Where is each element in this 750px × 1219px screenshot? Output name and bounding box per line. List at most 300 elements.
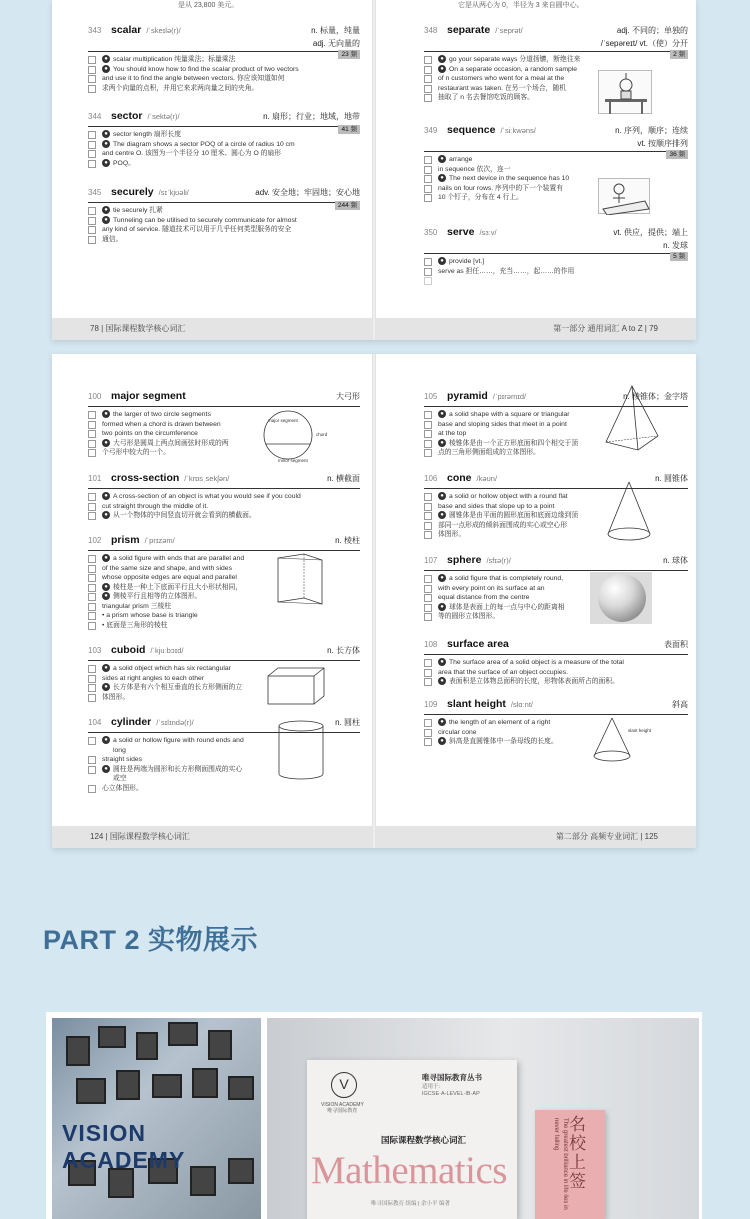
entry-rule — [424, 253, 688, 260]
entry-phonetic: /ˈkrɒsˌsekʃən/ — [184, 474, 230, 483]
entry-line — [424, 603, 594, 613]
entry-phonetic: /sɜːv/ — [479, 228, 497, 237]
entry-marker-icon: ● — [438, 511, 446, 519]
checkbox[interactable] — [424, 738, 432, 746]
checkbox[interactable] — [88, 737, 96, 745]
entry-line-text: equal distance from the centre — [438, 594, 530, 601]
entry-phonetic: /ˈsɪlɪndə(r)/ — [156, 718, 194, 727]
entry-definition: 表面积 — [664, 640, 688, 649]
entry-line — [424, 65, 594, 75]
entry-line-text: tie securely 扎紧 — [113, 207, 163, 214]
checkbox[interactable] — [88, 766, 96, 774]
checkbox[interactable] — [88, 694, 96, 702]
entry-definition: n. 长方体 — [327, 646, 360, 655]
entry-line — [88, 149, 360, 159]
entry-line-text: 等的圆形立体图形。 — [438, 613, 500, 620]
checkbox[interactable] — [88, 665, 96, 673]
checkbox[interactable] — [424, 66, 432, 74]
entry-line — [88, 235, 360, 245]
entry-number: 108 — [424, 640, 438, 649]
entry-definition: vt. 供应，提供；端上 — [613, 228, 688, 237]
top-cut-text-right: 它是从两心为 0，半径为 3 来自圆中心。 — [458, 2, 584, 9]
entry-line-text: whose opposite edges are equal and parallel — [102, 574, 237, 581]
entry-line-text: 球体是表面上的每一点与中心的距离相 — [449, 603, 565, 611]
entry-line — [424, 658, 688, 668]
entry-line — [88, 611, 248, 621]
entry-marker-icon: ● — [102, 140, 110, 148]
entry-line — [424, 728, 594, 738]
checkbox[interactable] — [88, 75, 96, 83]
academy-wall-text: VISION ACADEMY — [62, 1120, 186, 1173]
checkbox[interactable] — [88, 493, 96, 501]
entry-definition: n. 棱锥体；金字塔 — [623, 392, 688, 401]
entry-line — [88, 74, 360, 84]
entry-phonetic: /ˈsiːkwəns/ — [500, 126, 536, 135]
entry-line — [88, 225, 360, 235]
entry-rule — [88, 732, 360, 733]
entry-line-text: 斜高是直圆锥体中一条母线的长度。 — [449, 738, 558, 745]
entry-marker-icon: ● — [438, 410, 446, 418]
checkbox[interactable] — [88, 565, 96, 573]
entry-line-text: at the top — [438, 430, 467, 437]
entry-marker-icon: ● — [102, 410, 110, 418]
checkbox[interactable] — [424, 594, 432, 602]
entry-line — [88, 492, 360, 502]
checkbox[interactable] — [88, 217, 96, 225]
entry-rule — [88, 51, 360, 58]
entry-rule — [88, 550, 360, 551]
entry-marker-icon: ● — [102, 511, 110, 519]
entry-scalar — [88, 24, 360, 93]
entry-line-text: Tunneling can be utilised to securely communicate for almost — [113, 216, 297, 224]
entry-marker-icon: ● — [438, 174, 446, 182]
entry-head — [88, 534, 360, 548]
entry-marker-icon: ● — [102, 55, 110, 63]
footer-left-2: 124 | 国际课程数学核心词汇 — [52, 826, 372, 848]
entry-phonetic: /sfɪə(r)/ — [486, 556, 511, 565]
entry-line-text: 侧棱平行且相等的立体图形。 — [113, 593, 202, 600]
entry-line-text: base and sloping sides that meet in a point — [438, 420, 567, 428]
entry-number: 343 — [88, 26, 102, 35]
checkbox[interactable] — [424, 575, 432, 583]
entry-cross-section — [88, 472, 360, 521]
entry-line — [424, 276, 594, 285]
entry-cone — [424, 472, 688, 540]
checkbox[interactable] — [424, 430, 432, 438]
checkbox[interactable] — [88, 421, 96, 429]
checkbox[interactable] — [88, 430, 96, 438]
checkbox[interactable] — [88, 85, 96, 93]
entry-line — [424, 165, 594, 175]
checkbox[interactable] — [88, 56, 96, 64]
entry-line — [88, 583, 248, 593]
entry-word: scalar — [111, 24, 142, 36]
entry-serve — [424, 226, 688, 285]
entry-marker-icon: ● — [102, 683, 110, 691]
entry-line — [424, 420, 594, 430]
entry-line-text: a solid or hollow figure with round ends and long — [113, 737, 244, 754]
entry-line — [424, 511, 594, 521]
entry-line — [424, 84, 594, 94]
page-79 — [376, 0, 696, 340]
second-book-quote: The greatest brilliance in life lies in never falling — [553, 1118, 568, 1210]
entry-marker-icon: ● — [102, 216, 110, 224]
entry-word: surface area — [447, 638, 509, 650]
checkbox[interactable] — [88, 603, 96, 611]
checkbox[interactable] — [424, 604, 432, 612]
entry-line — [424, 593, 594, 603]
entry-rule — [424, 654, 688, 655]
entry-marker-icon: ● — [438, 718, 446, 726]
checkbox[interactable] — [88, 150, 96, 158]
entry-line-text: cut straight through the middle of it. — [102, 502, 209, 510]
book-brand: VISION ACADEMY 唯寻国际教育 — [321, 1102, 364, 1114]
entry-line-text: a solid figure that is completely round, — [449, 575, 564, 582]
entry-surface-area — [424, 638, 688, 687]
entry-marker-icon: ● — [438, 658, 446, 666]
entry-head — [424, 124, 688, 138]
entry-line-text: 部同一点形成的倾斜面围成的实心或空心形 — [438, 521, 568, 529]
entry-line-text: 体图形。 — [438, 531, 466, 538]
entry-sequence — [424, 124, 688, 203]
entry-rule — [424, 570, 688, 571]
entry-head — [424, 698, 688, 712]
entry-line — [424, 193, 594, 203]
entry-number: 348 — [424, 26, 438, 35]
checkbox[interactable] — [424, 268, 432, 276]
entry-major-segment — [88, 390, 360, 458]
entry-line-text: arrange — [449, 156, 473, 163]
major-segment-label: major segment — [268, 418, 298, 423]
entry-marker-icon: ● — [102, 206, 110, 214]
entry-phonetic: /ˈseprət/ — [495, 26, 523, 35]
checkbox[interactable] — [424, 258, 432, 266]
entry-head — [88, 186, 360, 200]
entry-word: cylinder — [111, 716, 152, 728]
checkbox[interactable] — [88, 785, 96, 793]
entry-securely — [88, 186, 360, 244]
entry-word: separate — [447, 24, 491, 36]
entry-line-text: triangular prism 三棱柱 — [102, 602, 172, 610]
entry-line-text: a solid or hollow object with a round flat — [449, 493, 568, 500]
entry-number: 107 — [424, 556, 438, 565]
entry-number: 101 — [88, 474, 102, 483]
entry-head — [424, 226, 688, 240]
entry-definition: n. 棱柱 — [335, 536, 360, 545]
entry-definition: n. 球体 — [663, 556, 688, 565]
checkbox[interactable] — [88, 512, 96, 520]
entry-marker-icon: ● — [102, 765, 110, 773]
checkbox[interactable] — [88, 66, 96, 74]
entry-line — [88, 410, 248, 420]
entry-marker-icon: ● — [102, 130, 110, 138]
entry-phonetic: /ˈskeɪlə(r)/ — [146, 26, 181, 35]
entry-line — [424, 677, 688, 687]
checkbox[interactable] — [88, 131, 96, 139]
entry-head — [424, 390, 688, 404]
checkbox[interactable] — [424, 659, 432, 667]
entry-prism — [88, 534, 360, 630]
checkbox[interactable] — [88, 675, 96, 683]
entry-definition: n. 圆锥体 — [655, 474, 688, 483]
entry-line-text: the length of an element of a right — [449, 719, 551, 726]
entry-line — [88, 216, 360, 226]
checkbox[interactable] — [88, 622, 96, 630]
entry-definition: n. 序列，顺序；连续 — [615, 126, 688, 135]
photo-frame — [66, 1036, 90, 1066]
entry-line-text: and use it to find the angle between vectors. 你应该知道如何 — [102, 75, 285, 82]
entry-marker-icon: ● — [102, 439, 110, 447]
checkbox[interactable] — [424, 503, 432, 511]
second-book — [535, 1110, 605, 1219]
entry-line-text: sector length 扇形长度 — [113, 131, 181, 138]
entry-line — [88, 439, 248, 449]
entry-cuboid — [88, 644, 360, 702]
entry-number: 106 — [424, 474, 438, 483]
entry-marker-icon: ● — [102, 554, 110, 562]
entry-separate — [424, 24, 688, 103]
entry-definition: adv. 安全地；牢固地；安心地 — [255, 188, 360, 197]
entry-marker-icon: ● — [102, 664, 110, 672]
entry-word: sector — [111, 110, 143, 122]
chord-label: chord — [316, 432, 328, 437]
entry-line-text: two points on the circumference — [102, 430, 198, 437]
checkbox[interactable] — [88, 593, 96, 601]
entry-line-text: of the same size and shape, and with sides — [102, 564, 232, 572]
checkbox[interactable] — [424, 522, 432, 530]
entry-definition: adj. 不同的；单独的 — [616, 26, 688, 35]
frequency-badge: 36 频 — [666, 150, 688, 159]
entry-line-text: circular cone — [438, 728, 477, 736]
checkbox[interactable] — [88, 449, 96, 457]
entry-word: pyramid — [447, 390, 488, 402]
entry-head — [424, 472, 688, 486]
entry-marker-icon: ● — [102, 583, 110, 591]
entry-line-text: serve as 担任……，充当……，起……的作用 — [438, 267, 575, 275]
entry-number: 350 — [424, 228, 438, 237]
book-title: 国际课程数学核心词汇 — [381, 1135, 467, 1145]
entry-line — [88, 664, 248, 674]
entry-sphere — [424, 554, 688, 622]
checkbox[interactable] — [424, 277, 432, 285]
book-subtitle: 适用于： IGCSE·A-LEVEL·IB·AP — [422, 1084, 480, 1097]
entry-line-text: 棱柱是一种上下底面平行且大小形状相同， — [113, 583, 243, 591]
entry-line — [424, 574, 594, 584]
entry-line-text: 圆锥体是由平面的圆形底面和底面边缘到顶 — [449, 512, 579, 519]
checkbox[interactable] — [424, 85, 432, 93]
entry-head — [88, 110, 360, 124]
entry-line — [88, 511, 360, 521]
checkbox[interactable] — [424, 156, 432, 164]
photo-frame — [116, 1070, 140, 1100]
book-authors: 唯寻国际教育 组编 | 余小平 编著 — [371, 1201, 451, 1207]
page-125 — [376, 354, 696, 848]
entry-line-text: scalar multiplication 纯量乘法；标量乘法 — [113, 56, 236, 63]
entry-line — [424, 267, 594, 277]
checkbox[interactable] — [88, 226, 96, 234]
entry-phonetic: /ˈkjuːbɔɪd/ — [150, 646, 184, 655]
entry-rule — [88, 406, 360, 407]
entry-line — [424, 257, 594, 267]
academy-wall-photo — [52, 1018, 261, 1219]
checkbox[interactable] — [424, 185, 432, 193]
entry-line — [424, 448, 594, 458]
entry-line — [88, 674, 248, 684]
entry-line — [88, 736, 248, 755]
entry-pyramid — [424, 390, 688, 458]
checkbox[interactable] — [88, 207, 96, 215]
photo-frame — [76, 1078, 106, 1104]
photo-frame — [192, 1068, 218, 1098]
checkbox[interactable] — [88, 555, 96, 563]
checkbox[interactable] — [424, 411, 432, 419]
entry-line — [88, 420, 248, 430]
checkbox[interactable] — [424, 719, 432, 727]
checkbox[interactable] — [424, 678, 432, 686]
entry-phonetic: /ˈprɪzəm/ — [144, 536, 175, 545]
entry-phonetic: /slɑːnt/ — [510, 700, 534, 709]
entry-line — [88, 621, 248, 631]
entry-line-text: 个弓形中较大的一个。 — [102, 449, 170, 456]
top-cut-text: 是从 23,800 美元。 — [178, 2, 239, 9]
entry-definition: 大弓形 — [336, 392, 360, 401]
entry-definition-2: n. 发球 — [663, 241, 688, 250]
checkbox[interactable] — [424, 194, 432, 202]
entry-line — [88, 140, 360, 150]
book-spread-top — [52, 0, 696, 340]
entry-line-text: of n customers who went for a meal at the — [438, 75, 565, 82]
entry-word: cuboid — [111, 644, 146, 656]
checkbox[interactable] — [424, 166, 432, 174]
entry-line-text: a solid object which has six rectangular — [113, 665, 231, 672]
entry-line — [88, 448, 248, 458]
entry-marker-icon: ● — [438, 155, 446, 163]
entry-number: 349 — [424, 126, 438, 135]
entry-line-text: On a separate occasion, a random sample — [449, 65, 578, 73]
checkbox[interactable] — [424, 75, 432, 83]
checkbox[interactable] — [88, 503, 96, 511]
entry-line — [424, 530, 594, 540]
entry-line — [88, 65, 360, 75]
checkbox[interactable] — [88, 612, 96, 620]
entry-line-text: base and sides that slope up to a point — [438, 502, 555, 510]
photo-frame — [152, 1074, 182, 1098]
checkbox[interactable] — [88, 160, 96, 168]
checkbox[interactable] — [424, 421, 432, 429]
entry-line-text: the larger of two circle segments — [113, 411, 211, 418]
book-series: 唯寻国际教育丛书 — [422, 1073, 482, 1082]
entry-rule — [88, 660, 360, 661]
entry-definition-2: adj. 无向量的 — [312, 39, 360, 48]
checkbox[interactable] — [424, 56, 432, 64]
entry-line — [88, 592, 248, 602]
entry-line — [424, 184, 594, 194]
entry-line-text: area that the surface of an object occupies. — [438, 668, 568, 676]
checkbox[interactable] — [424, 585, 432, 593]
entry-marker-icon: ● — [102, 736, 110, 744]
checkbox[interactable] — [424, 440, 432, 448]
entry-definition: n. 圆柱 — [335, 718, 360, 727]
checkbox[interactable] — [424, 175, 432, 183]
entry-line-text: 抽取了 n 名去餐馆吃饭的顾客。 — [438, 94, 534, 101]
entry-number: 109 — [424, 700, 438, 709]
entry-word: slant height — [447, 698, 506, 710]
book-spread-bottom — [52, 354, 696, 848]
entry-number: 345 — [88, 188, 102, 197]
entry-line — [88, 55, 360, 65]
entry-marker-icon: ● — [438, 439, 446, 447]
checkbox[interactable] — [424, 94, 432, 102]
entry-line — [88, 784, 248, 794]
entry-word: sphere — [447, 554, 482, 566]
entry-number: 102 — [88, 536, 102, 545]
entry-line — [88, 130, 360, 140]
section-heading: PART 2 实物展示 — [43, 925, 259, 955]
checkbox[interactable] — [424, 449, 432, 457]
checkbox[interactable] — [88, 411, 96, 419]
checkbox[interactable] — [424, 531, 432, 539]
entry-line — [424, 584, 594, 594]
checkbox[interactable] — [88, 236, 96, 244]
entry-word: major segment — [111, 390, 186, 402]
entry-rule — [88, 126, 360, 133]
entry-line — [88, 84, 360, 94]
frequency-badge: 23 频 — [338, 50, 360, 59]
photo-frame — [168, 1022, 198, 1046]
checkbox[interactable] — [88, 141, 96, 149]
entry-marker-icon: ● — [438, 492, 446, 500]
minor-segment-label: minor segment — [278, 458, 308, 463]
checkbox[interactable] — [424, 613, 432, 621]
entry-line-text: • 底面是三角形的棱柱 — [102, 621, 168, 629]
entry-line — [88, 602, 248, 612]
entry-number: 105 — [424, 392, 438, 401]
entry-line — [88, 429, 248, 439]
entry-line-text: A cross-section of an object is what you would see if you could — [113, 493, 301, 500]
entry-rule — [88, 202, 360, 209]
entry-line — [424, 55, 594, 65]
entry-line — [424, 439, 594, 449]
entry-definition-2: /ˈsepəreɪt/ vt.（使）分开 — [600, 39, 688, 48]
checkbox[interactable] — [424, 512, 432, 520]
entry-line — [424, 93, 594, 103]
page-78 — [52, 0, 372, 340]
entry-word: cone — [447, 472, 472, 484]
checkbox[interactable] — [88, 440, 96, 448]
entry-cylinder — [88, 716, 360, 793]
entry-line — [88, 683, 248, 693]
checkbox[interactable] — [424, 729, 432, 737]
entry-phonetic: /sɪˈkjʊəli/ — [158, 188, 189, 197]
entry-line-text — [438, 276, 594, 285]
entry-line — [424, 174, 594, 184]
checkbox[interactable] — [424, 669, 432, 677]
entry-line-text: 表面积是立体物总面积的长度，形物体表面所占的面积。 — [449, 678, 619, 685]
checkbox[interactable] — [88, 756, 96, 764]
entry-sector — [88, 110, 360, 168]
checkbox[interactable] — [88, 584, 96, 592]
checkbox[interactable] — [424, 493, 432, 501]
entry-phonetic: /kəʊn/ — [476, 474, 498, 483]
photo-strip — [46, 1012, 702, 1219]
entry-head — [424, 554, 688, 568]
entry-marker-icon: ● — [102, 492, 110, 500]
checkbox[interactable] — [88, 574, 96, 582]
entry-definition: n. 横截面 — [327, 474, 360, 483]
frequency-badge: 5 频 — [670, 252, 688, 261]
entry-definition: n. 标量，纯量 — [311, 26, 360, 35]
checkbox[interactable] — [88, 684, 96, 692]
